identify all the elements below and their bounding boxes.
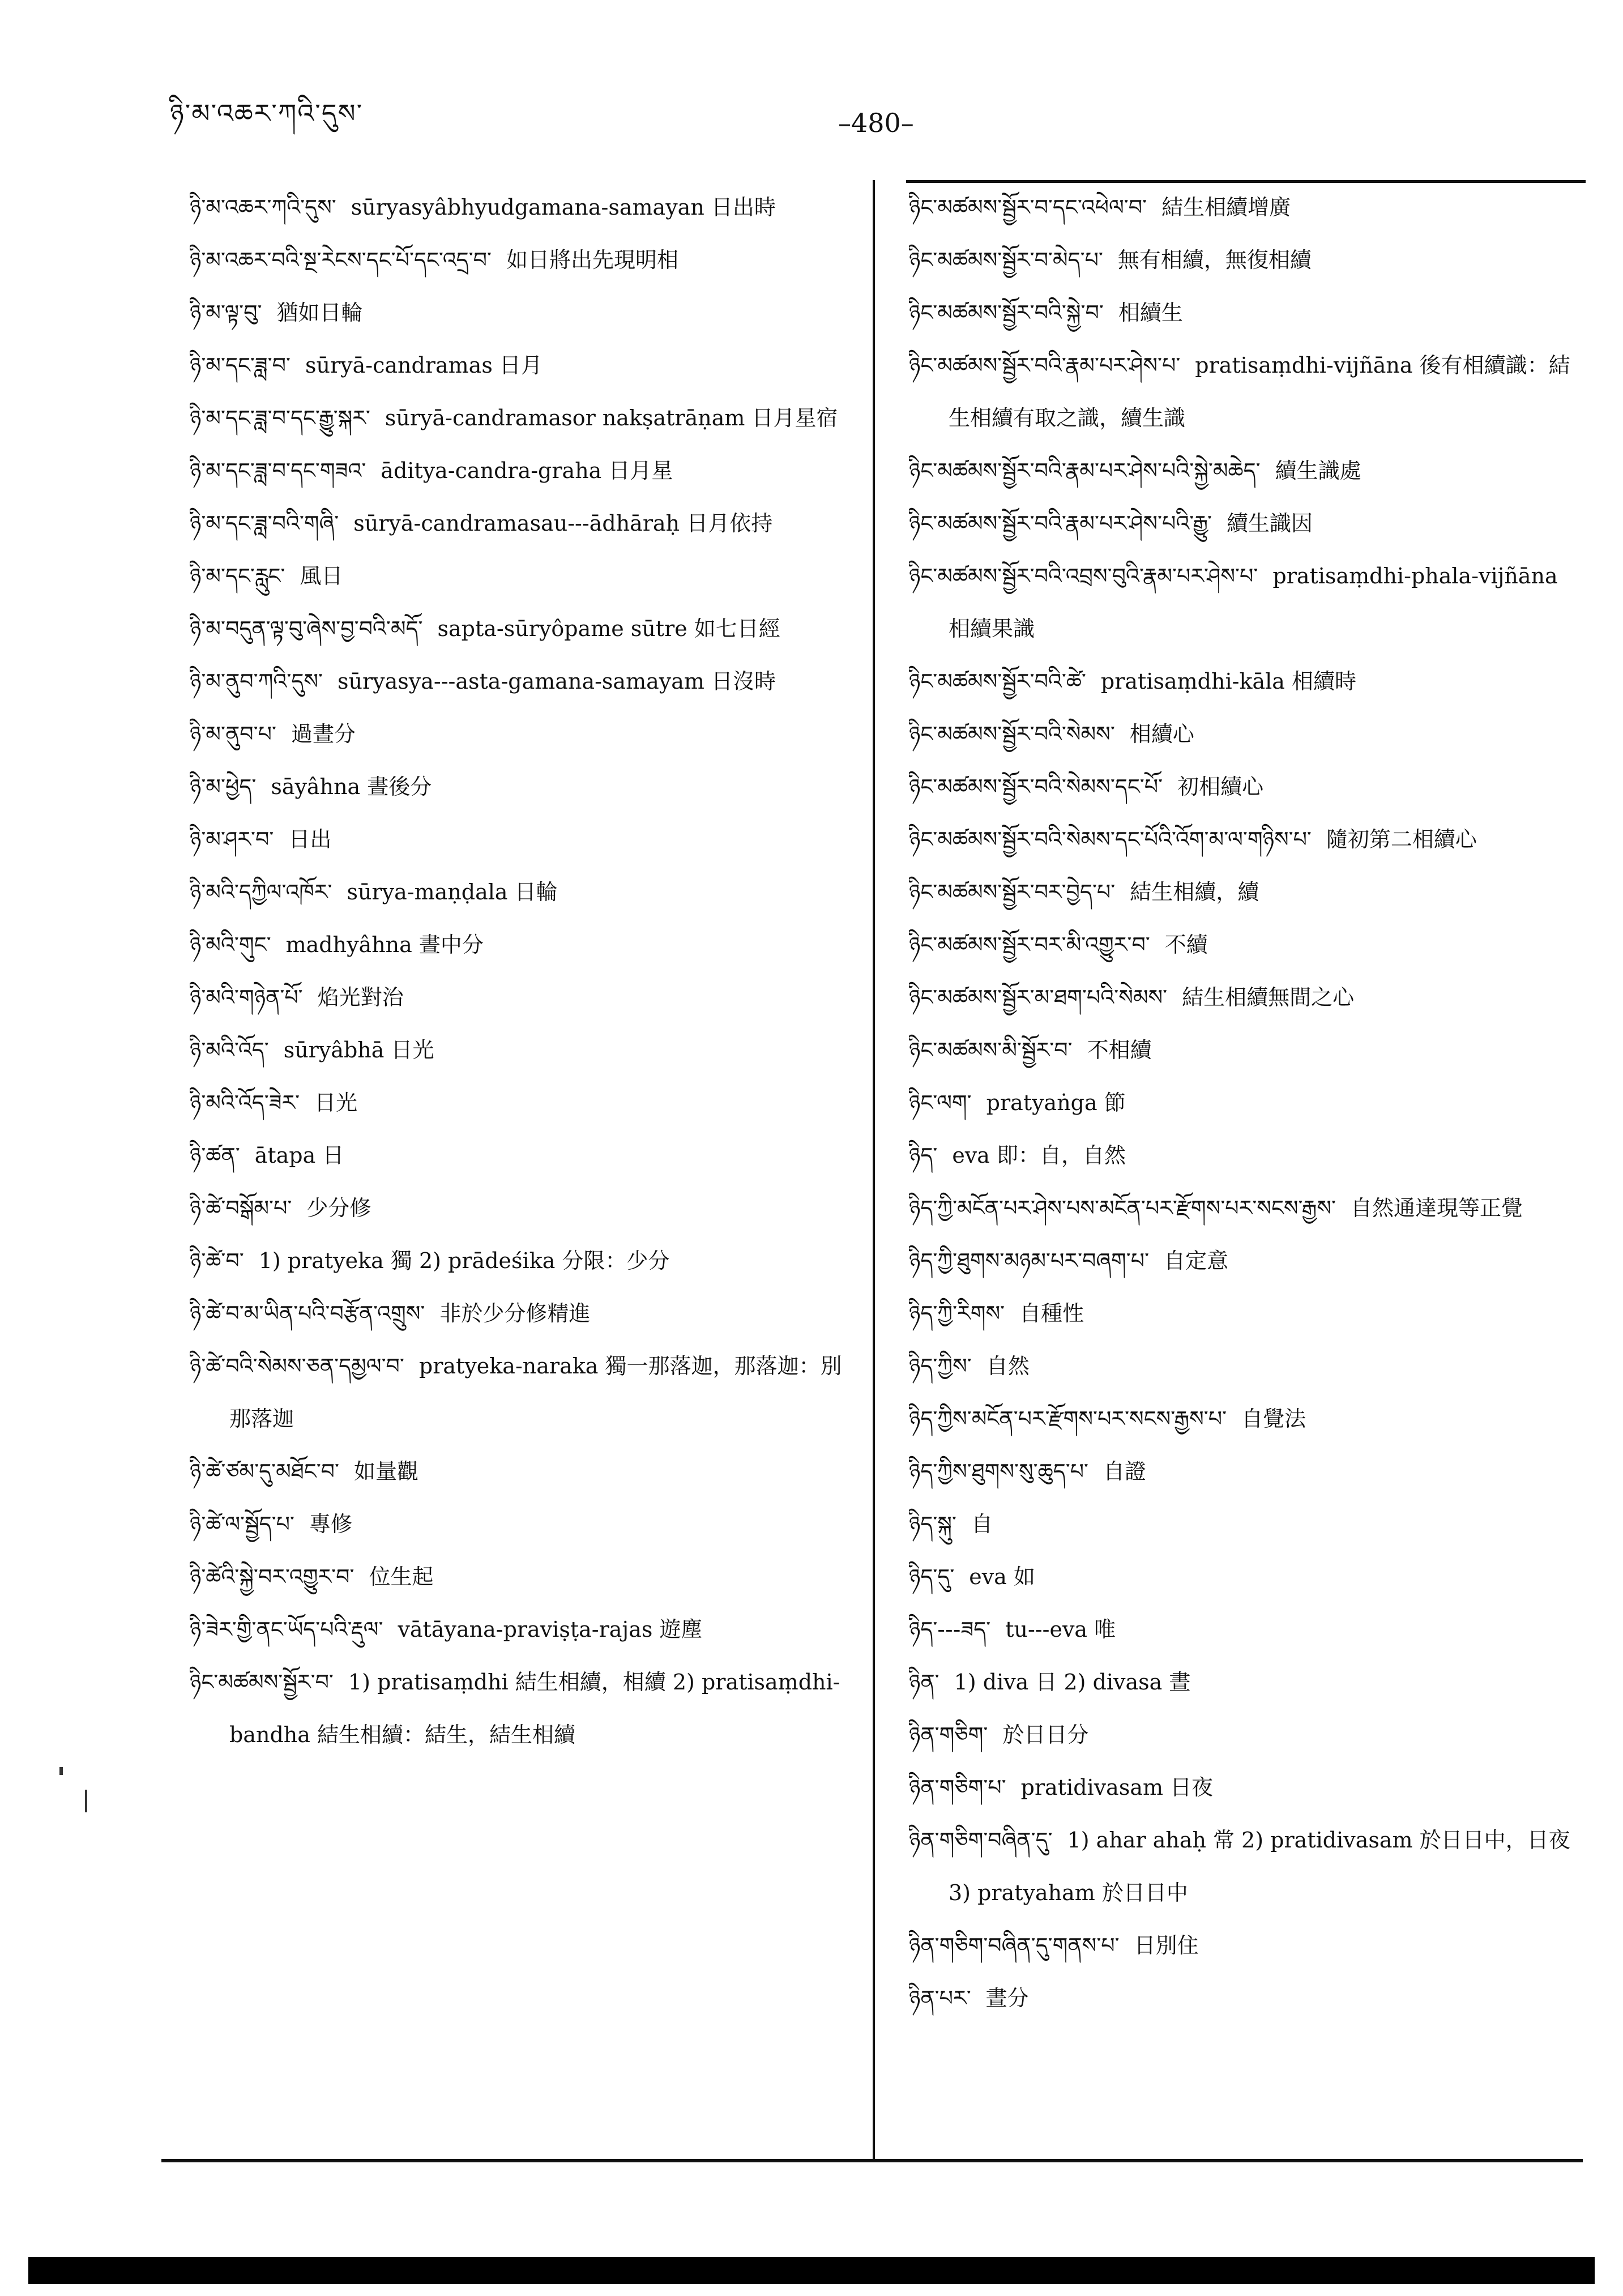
entry-gloss: 自定意: [1164, 1248, 1229, 1273]
tibetan-headword: ཉིན་གཅིག་པ་: [909, 1775, 1006, 1800]
tibetan-headword: ཉི་མ་དང་ཟླ་བ་: [190, 353, 291, 378]
tibetan-headword: ཉི་མ་ནུབ་པ་: [190, 722, 276, 746]
dictionary-entry: [909, 1182, 1583, 1235]
dictionary-entry: [909, 1551, 1583, 1603]
tibetan-headword: ཉིང་མཚམས་སྦྱོར་བའི་སེམས་: [909, 722, 1115, 746]
tibetan-headword: ཉིད་: [909, 1143, 938, 1168]
tibetan-headword: ཉི་མ་འཆར་ཀའི་དུས་: [190, 195, 336, 220]
dictionary-entry: [190, 1287, 858, 1340]
entry-gloss: pratisaṃdhi-kāla 相續時: [1100, 669, 1357, 694]
tibetan-headword: ཉི་མ་དང་ཟླ་བ་དང་གཟའ་: [190, 458, 366, 483]
entry-gloss: 日別住: [1134, 1933, 1199, 1958]
entry-gloss: āditya-candra-graha 日月星: [381, 458, 673, 483]
tibetan-headword: ཉིན་གཅིག་བཞིན་དུ་: [909, 1828, 1053, 1853]
tibetan-headword: ཉི་མའི་འོད་: [190, 1038, 269, 1062]
entry-gloss: 結生相續，續: [1130, 880, 1259, 904]
dictionary-entry: [909, 550, 1583, 655]
entry-gloss: tu---eva 唯: [1005, 1617, 1116, 1642]
tibetan-headword: ཉི་མ་དང་རླུང་: [190, 564, 285, 588]
tibetan-headword: ཉི་ཟེར་གྱི་ནང་ཡོད་པའི་རྡུལ་: [190, 1617, 383, 1642]
dictionary-entry: [190, 497, 858, 550]
entry-gloss: 焰光對治: [317, 985, 404, 1010]
dictionary-entry: [909, 1340, 1583, 1393]
entry-gloss: 相續生: [1118, 300, 1183, 325]
dictionary-entry: [909, 1761, 1583, 1814]
dictionary-entry: [909, 1972, 1583, 2025]
entry-gloss: 自: [971, 1512, 993, 1537]
tibetan-headword: ཉི་ཚེའི་སྐྱེ་བར་འགྱུར་བ་: [190, 1564, 355, 1589]
entry-gloss: 如量觀: [354, 1459, 419, 1484]
dictionary-entry: [909, 1919, 1583, 1972]
entry-gloss: 隨初第二相續心: [1326, 827, 1477, 852]
dictionary-entry: [909, 287, 1583, 339]
tibetan-headword: ཉིན་གཅིག་: [909, 1722, 988, 1747]
tibetan-headword: ཉི་ཚེ་བསྒོམ་པ་: [190, 1196, 292, 1220]
dictionary-entry: [909, 1814, 1583, 1919]
dictionary-entry: [190, 1340, 858, 1445]
dictionary-entry: [909, 445, 1583, 497]
tibetan-headword: ཉི་ཚེ་ལ་སྦྱོད་པ་: [190, 1512, 294, 1537]
dictionary-entry: [909, 971, 1583, 1024]
dictionary-entry: [909, 655, 1583, 708]
dictionary-entry: [190, 1182, 858, 1235]
tibetan-headword: ཉིད་ཀྱིས་ཐུགས་སུ་ཆུད་པ་: [909, 1459, 1089, 1484]
tibetan-headword: ཉིང་མཚམས་སྦྱོར་བའི་འབྲས་བུའི་རྣམ་པར་ཤེས་པ་: [909, 564, 1258, 588]
dictionary-entry: [909, 1656, 1583, 1709]
dictionary-entry: [190, 1603, 858, 1656]
dictionary-entry: [190, 445, 858, 497]
entry-gloss: 日光: [314, 1090, 358, 1115]
left-column: [190, 181, 858, 2152]
tibetan-headword: ཉིན་གཅིག་བཞིན་དུ་གནས་པ་: [909, 1933, 1120, 1958]
dictionary-entry: [909, 339, 1583, 445]
dictionary-entry: [190, 1235, 858, 1287]
dictionary-entry: [909, 234, 1583, 287]
dictionary-entry: [909, 919, 1583, 971]
entry-gloss: eva 即：自，自然: [952, 1143, 1126, 1168]
entry-gloss: sūrya-maṇḍala 日輪: [347, 880, 558, 904]
tibetan-headword: ཉིད་དུ་: [909, 1564, 955, 1589]
dictionary-entry: [190, 1024, 858, 1077]
tibetan-headword: ཉིད་ཀྱི་རིགས་: [909, 1301, 1005, 1326]
tibetan-headword: ཉིང་མཚམས་སྦྱོར་བར་མི་འགྱུར་བ་: [909, 932, 1150, 957]
tibetan-headword: ཉི་མ་ཕྱེད་: [190, 774, 257, 799]
tibetan-headword: ཉིང་མཚམས་སྦྱོར་བའི་རྣམ་པར་ཤེས་པ་: [909, 353, 1181, 378]
tibetan-headword: ཉིང་ལག་: [909, 1090, 972, 1115]
entry-gloss: sāyâhna 晝後分: [271, 774, 432, 799]
dictionary-entry: [909, 1235, 1583, 1287]
tibetan-headword: ཉིད་ཀྱི་ཐུགས་མཉམ་པར་བཞག་པ་: [909, 1248, 1150, 1273]
dictionary-entry: [190, 1445, 858, 1498]
dictionary-entry: [909, 1709, 1583, 1761]
tibetan-headword: ཉི་མའི་འོད་ཟེར་: [190, 1090, 300, 1115]
tibetan-headword: ཉིང་མཚམས་སྦྱོར་བ་དང་འཕེལ་བ་: [909, 195, 1147, 220]
entry-gloss: sūryâbhā 日光: [283, 1038, 434, 1062]
tibetan-headword: ཉིང་མཚམས་མི་སྦྱོར་བ་: [909, 1038, 1073, 1062]
tibetan-headword: ཉིང་མཚམས་སྦྱོར་བ་: [190, 1670, 334, 1695]
entry-gloss: pratidivasam 日夜: [1020, 1775, 1214, 1800]
page-number: –480–: [838, 108, 914, 138]
entry-gloss: pratisaṃdhi-phala-vijñāna 相續果識: [949, 564, 1558, 641]
dictionary-entry: [190, 813, 858, 866]
tibetan-headword: ཉི་མའི་གཉེན་པོ་: [190, 985, 303, 1010]
tibetan-headword: ཉིད་---ཟད་: [909, 1617, 991, 1642]
dictionary-entry: [190, 1551, 858, 1603]
entry-gloss: 不續: [1164, 932, 1208, 957]
entry-gloss: 結生相續增廣: [1161, 195, 1291, 220]
tibetan-headword: ཉིང་མཚམས་སྦྱོར་བའི་ཚེ་: [909, 669, 1086, 694]
dictionary-entry: [190, 1498, 858, 1551]
entry-gloss: sūryā-candramas 日月: [305, 353, 543, 378]
dictionary-entry: [190, 234, 858, 287]
running-head: ཉི་མ་འཆར་ཀའི་དུས་: [170, 98, 364, 129]
dictionary-entry: [190, 287, 858, 339]
dictionary-entry: [190, 655, 858, 708]
entry-gloss: madhyâhna 晝中分: [285, 932, 484, 957]
tibetan-headword: ཉི་མ་དང་ཟླ་བའི་གཞི་: [190, 511, 339, 536]
tibetan-headword: ཉིང་མཚམས་སྦྱོར་བའི་སྐྱེ་བ་: [909, 300, 1104, 325]
entry-gloss: 自覺法: [1241, 1406, 1306, 1431]
dictionary-entry: [909, 1129, 1583, 1182]
tibetan-headword: ཉི་མའི་དཀྱིལ་འཁོར་: [190, 880, 332, 904]
entry-gloss: 自然通達現等正覺: [1351, 1196, 1523, 1220]
tibetan-headword: ཉི་ཚེ་ཙམ་དུ་མཐོང་བ་: [190, 1459, 340, 1484]
tibetan-headword: ཉིང་མཚམས་སྦྱོར་བའི་རྣམ་པར་ཤེས་པའི་རྒྱུ་: [909, 511, 1212, 536]
entry-gloss: 自種性: [1019, 1301, 1084, 1326]
tibetan-headword: ཉིང་མཚམས་སྦྱོར་བ་མེད་པ་: [909, 247, 1103, 272]
tibetan-headword: ཉི་ཚེ་བའི་སེམས་ཅན་དམྱལ་བ་: [190, 1354, 404, 1379]
entry-gloss: 日出: [288, 827, 332, 852]
dictionary-entry: [190, 339, 858, 392]
entry-gloss: 猶如日輪: [276, 300, 363, 325]
entry-gloss: 晝分: [985, 1986, 1029, 2011]
tibetan-headword: ཉི་མ་བདུན་ལྟ་བུ་ཞེས་བྱ་བའི་མདོ་: [190, 616, 423, 641]
entry-gloss: sapta-sūryôpame sūtre 如七日經: [437, 616, 780, 641]
entry-gloss: 1) diva 日 2) divasa 晝: [954, 1670, 1191, 1695]
tibetan-headword: ཉི་ཚེ་བ་མ་ཡིན་པའི་བརྩོན་འགྲུས་: [190, 1301, 425, 1326]
dictionary-entry: [909, 1287, 1583, 1340]
tibetan-headword: ཉིང་མཚམས་སྦྱོར་བའི་རྣམ་པར་ཤེས་པའི་སྐྱེ་མཆེད་: [909, 458, 1261, 483]
dictionary-entry: [190, 971, 858, 1024]
dictionary-entry: [909, 708, 1583, 761]
entry-gloss: pratisaṃdhi-vijñāna 後有相續識：結生相續有取之識，續生識: [949, 353, 1570, 430]
tibetan-headword: ཉི་ཚེ་བ་: [190, 1248, 244, 1273]
tibetan-headword: ཉི་མ་འཆར་བའི་སྔ་རེངས་དང་པོ་དང་འདྲ་བ་: [190, 247, 492, 272]
dictionary-entry: [909, 1393, 1583, 1445]
dictionary-entry: [190, 1129, 858, 1182]
dictionary-entry: [190, 181, 858, 234]
entry-gloss: sūryasya---asta-gamana-samayam 日沒時: [337, 669, 776, 694]
dictionary-entry: [909, 813, 1583, 866]
scan-speck: [59, 1767, 63, 1775]
dictionary-entry: [190, 708, 858, 761]
dictionary-entry: [909, 1024, 1583, 1077]
dictionary-entry: [909, 866, 1583, 919]
dictionary-entry: [190, 919, 858, 971]
tibetan-headword: ཉི་མ་དང་ཟླ་བ་དང་རྒྱུ་སྐར་: [190, 406, 370, 430]
dictionary-entry: [909, 761, 1583, 813]
entry-gloss: 初相續心: [1177, 774, 1264, 799]
entry-gloss: pratyaṅga 節: [986, 1090, 1126, 1115]
entry-gloss: 風日: [300, 564, 343, 588]
dictionary-entry: [190, 761, 858, 813]
entry-gloss: sūryasyâbhyudgamana-samayan 日出時: [351, 195, 776, 220]
entry-gloss: sūryā-candramasor nakṣatrāṇam 日月星宿: [385, 406, 838, 430]
entry-gloss: 位生起: [369, 1564, 434, 1589]
tibetan-headword: ཉིད་ཀྱི་མངོན་པར་ཤེས་པས་མངོན་པར་རྫོགས་པར་སངས་རྒྱས་: [909, 1196, 1336, 1220]
tibetan-headword: ཉིན་: [909, 1670, 939, 1695]
tibetan-headword: ཉིད་ཀྱིས་མངོན་པར་རྫོགས་པར་སངས་རྒྱས་པ་: [909, 1406, 1227, 1431]
column-divider: [873, 180, 875, 2162]
tibetan-headword: ཉིང་མཚམས་སྦྱོར་བའི་སེམས་དང་པོ་: [909, 774, 1163, 799]
bottom-rule: [161, 2159, 1583, 2162]
tibetan-headword: ཉི་མ་ནུབ་ཀའི་དུས་: [190, 669, 323, 694]
tibetan-headword: ཉི་ཚན་: [190, 1143, 240, 1168]
dictionary-entry: [190, 603, 858, 655]
dictionary-entry: [909, 1445, 1583, 1498]
tibetan-headword: ཉིན་པར་: [909, 1986, 971, 2011]
entry-gloss: 1) pratyeka 獨 2) prādeśika 分限：少分: [258, 1248, 670, 1273]
entry-gloss: sūryā-candramasau---ādhāraḥ 日月依持: [353, 511, 773, 536]
dictionary-entry: [190, 550, 858, 603]
dictionary-entry: [190, 392, 858, 445]
tibetan-headword: ཉི་མ་ཤར་བ་: [190, 827, 274, 852]
tibetan-headword: ཉིང་མཚམས་སྦྱོར་བར་བྱེད་པ་: [909, 880, 1116, 904]
tibetan-headword: ཉི་མ་ལྟ་བུ་: [190, 300, 262, 325]
dictionary-entry: [909, 1077, 1583, 1129]
entry-gloss: 於日日分: [1002, 1722, 1089, 1747]
entry-gloss: 結生相續無間之心: [1182, 985, 1355, 1010]
entry-gloss: ātapa 日: [254, 1143, 344, 1168]
dictionary-entry: [909, 497, 1583, 550]
tibetan-headword: ཉི་མའི་གུང་: [190, 932, 271, 957]
entry-gloss: 相續心: [1129, 722, 1194, 746]
dictionary-entry: [190, 1077, 858, 1129]
entry-gloss: 少分修: [306, 1196, 371, 1220]
entry-gloss: 如日將出先現明相: [506, 247, 679, 272]
tibetan-headword: ཉིད་ཀྱིས་: [909, 1354, 972, 1379]
dictionary-entry: [909, 1498, 1583, 1551]
entry-gloss: 續生識因: [1226, 511, 1313, 536]
entry-gloss: 續生識處: [1275, 458, 1361, 483]
entry-gloss: 過晝分: [291, 722, 356, 746]
dictionary-entry: [909, 1603, 1583, 1656]
scan-edge-bar: [28, 2257, 1595, 2284]
entry-gloss: 無有相續，無復相續: [1117, 247, 1312, 272]
entry-gloss: 1) ahar ahaḥ 常 2) pratidivasam 於日日中，日夜 3) pratyaham 於日日中: [949, 1828, 1570, 1905]
entry-gloss: pratyeka-naraka 獨一那落迦，那落迦：別那落迦: [229, 1354, 842, 1431]
entry-gloss: eva 如: [969, 1564, 1035, 1589]
dictionary-entry: [190, 866, 858, 919]
right-column: [909, 181, 1583, 2152]
entry-gloss: vātāyana-praviṣṭa-rajas 遊塵: [398, 1617, 703, 1642]
entry-gloss: 1) pratisaṃdhi 結生相續，相續 2) pratisaṃdhi-bandha 結生相續：結生，結生相續: [229, 1670, 840, 1747]
entry-gloss: 非於少分修精進: [439, 1301, 591, 1326]
scan-speck: [85, 1790, 87, 1812]
tibetan-headword: ཉིད་སྐུ་: [909, 1512, 956, 1537]
entry-gloss: 自然: [986, 1354, 1030, 1379]
tibetan-headword: ཉིང་མཚམས་སྦྱོར་བའི་སེམས་དང་པོའི་འོག་མ་ལ་གཉིས་པ་: [909, 827, 1312, 852]
entry-gloss: 不相續: [1087, 1038, 1152, 1062]
entry-gloss: 專修: [309, 1512, 353, 1537]
entry-gloss: 自證: [1103, 1459, 1147, 1484]
dictionary-entry: [909, 181, 1583, 234]
dictionary-entry: [190, 1656, 858, 1761]
tibetan-headword: ཉིང་མཚམས་སྦྱོར་མ་ཐག་པའི་སེམས་: [909, 985, 1168, 1010]
